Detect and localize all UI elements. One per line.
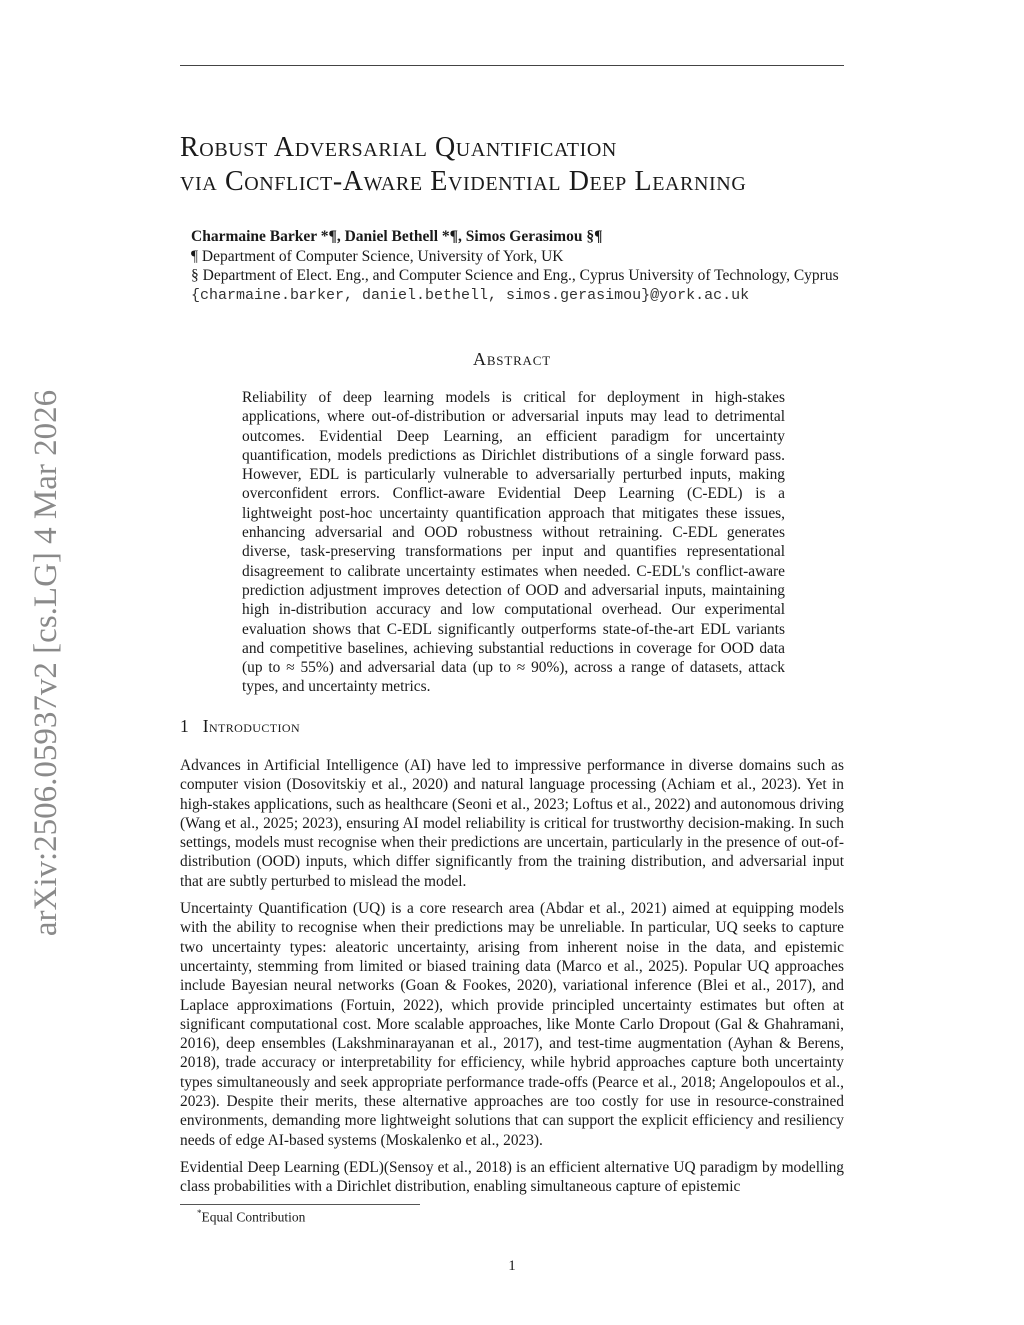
paragraph: Advances in Artificial Intelligence (AI) have led to impressive performance in diverse domains such as computer vision (Dosovitskiy et al., 2020) and natural language processing (Achiam et al., 2023). Yet in high-stakes applications, such as healthcare (Seoni et al., 2023; Loftus et al., 2022) and autonomous driving (Wang et al., 2025; 2023), ensuring AI model reliability is critical for trustworthy decision-making. In such settings, models must recognise when their predictions are uncertain, particularly in the presence of out-of-distribution (OOD) inputs, which differ significantly from the training distribution, and adversarial input that are subtly perturbed to mislead the model. <box>180 757 844 890</box>
page-number: 1 <box>508 1258 516 1274</box>
footnote-text: Equal Contribution <box>201 1209 306 1225</box>
affiliation-cyprus: § Department of Elect. Eng., and Computer Science and Eng., Cyprus University of Technology, Cyprus <box>191 267 839 284</box>
abstract-text: Reliability of deep learning models is critical for deployment in high-stakes applications, where out-of-distribution or adversarial inputs may lead to detrimental outcomes. Evidential Deep Learning, an efficient paradigm for uncertainty quantification, models predictions as Dirichlet distributions of a single forward pass. However, EDL is particularly vulnerable to adversarially perturbed inputs, making overconfident errors. Conflict-aware Evidential Deep Learning (C-EDL) is a lightweight post-hoc uncertainty quantification approach that mitigates these issues, enhancing adversarial and OOD robustness without retraining. C-EDL generates diverse, task-preserving transformations per input and quantifies representational disagreement to calibrate uncertainty estimates when needed. C-EDL's conflict-aware prediction adjustment improves detection of OOD and adversarial inputs, maintaining high in-distribution accuracy and low computational overhead. Our experimental evaluation shows that C-EDL significantly outperforms state-of-the-art EDL variants and competitive baselines, achieving substantial reductions in coverage for OOD data (up to ≈ 55%) and adversarial data (up to ≈ 90%), across a range of datasets, attack types, and uncertainty metrics. <box>242 389 785 696</box>
section-title: Introduction <box>202 716 301 736</box>
arxiv-sidebar-stamp: arXiv:2506.05937v2 [cs.LG] 4 Mar 2026 <box>28 389 64 937</box>
introduction-body <box>180 756 844 1205</box>
paragraph: Uncertainty Quantification (UQ) is a core research area (Abdar et al., 2021) aimed at equipping models with the ability to recognise when their predictions may be unreliable. In particular, UQ seeks to capture two uncertainty types: aleatoric uncertainty, arising from inherent noise in the data, and epistemic uncertainty, stemming from limited or biased training data (Marco et al., 2025). Popular UQ approaches include Bayesian neural networks (Goan & Fookes, 2020), variational inference (Blei et al., 2017), and Laplace approximations (Fortuin, 2022), which provide principled uncertainty estimates but often at significant computational cost. More scalable approaches, like Monte Carlo Dropout (Gal & Ghahramani, 2016), deep ensembles (Lakshminarayanan et al., 2017), and test-time augmentation (Ayhan & Berens, 2018), trade accuracy or interpretability for efficiency, while hybrid approaches capture both uncertainty types simultaneously and seek appropriate performance trade-offs (Pearce et al., 2018; Angelopoulos et al., 2023). Despite their merits, these alternative approaches are too costly for use in resource-constrained environments, demanding more lightweight solutions that can support the explicit efficiency and resiliency needs of edge AI-based systems (Moskalenko et al., 2023). <box>180 900 844 1149</box>
footnote <box>197 1208 305 1226</box>
section-number: 1 <box>180 716 189 736</box>
paper-title <box>180 131 880 199</box>
footnote-marker: * <box>197 1208 202 1218</box>
author-block <box>191 227 891 305</box>
author-emails: {charmaine.barker, daniel.bethell, simos.gerasimou}@york.ac.uk <box>191 286 750 304</box>
affiliation-york: ¶ Department of Computer Science, University of York, UK <box>191 247 564 265</box>
paragraph: Evidential Deep Learning (EDL)(Sensoy et al., 2018) is an efficient alternative UQ paradigm by modelling class probabilities with a Dirichlet distribution, enabling simultaneous capture of epistemic <box>180 1158 844 1196</box>
title-line-1: Robust Adversarial Quantification <box>180 132 617 163</box>
title-line-2: via Conflict-Aware Evidential Deep Learning <box>180 166 747 197</box>
author-names: Charmaine Barker *¶, Daniel Bethell *¶, Simos Gerasimou §¶ <box>191 228 603 245</box>
abstract-heading: Abstract <box>473 349 551 369</box>
footnote-rule <box>180 1204 420 1205</box>
top-rule <box>180 65 844 66</box>
section-heading <box>180 716 300 737</box>
